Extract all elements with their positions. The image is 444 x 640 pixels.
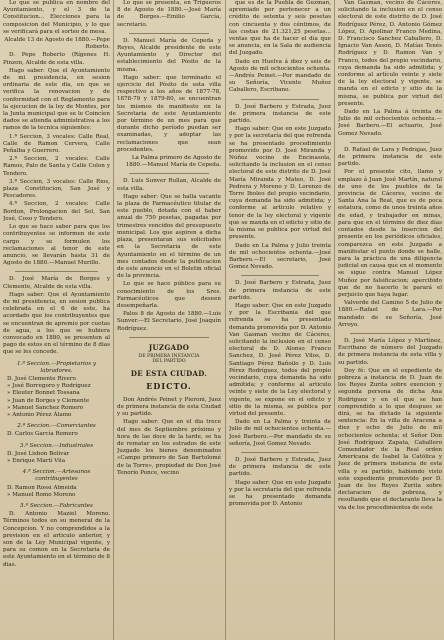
paragraph: 2.ª Seccion, 2 vocales: Calle Ramos, Palo de Santa y Calle Colon y Tendero.	[3, 156, 110, 177]
paragraph: Dado en La Palma á treinta de Julio de mil ochocientos ochenta.—José Barbero.—El actuario, José Gomez Nevado.	[338, 109, 442, 137]
paragraph: Hago saber: Que el Ayuntamiento de mi presidencia, en sesion ordinaria de este dia, en que se verifica la renovacion y de conformidad con el Reglamento para la ejecucion de la ley de Montes, por la Junta municipal que se le Coincíen dados se atienda administrativa a los ramos de la tecnica siguientes:	[3, 67, 110, 132]
column-4	[338, 0, 442, 640]
list-item: » Eleuter Bonnet Tossana	[7, 390, 80, 397]
divider	[350, 142, 430, 143]
divider	[241, 275, 319, 276]
signature: La Palma primero de Agosto de 1880.—Manuel María de Cepeda.	[125, 155, 221, 169]
edict-heading: D. José Barbero y Estrada, Juez de primera instancia de este partido.	[229, 280, 331, 301]
paragraph: 3.ª Seccion, 3 vocales: Calle Rios, plaza Constitucion, San José y Pescadores.	[3, 178, 110, 200]
list-item: » Antonio Pérez Álamo	[7, 411, 72, 418]
list-item: » Manuel Sanchez Romero	[7, 404, 84, 411]
divider	[241, 452, 319, 453]
paragraph: Hago saber: Que en este Juzgado y por la secretaría del que refrenda se ha presentado demanda promovida por D. Antonio	[229, 479, 331, 508]
edict-heading: D. Manuel María de Cepeda y Reyes, Alcalde presidente de este Ayuntamiento y Director del establecimiento del Pósito de la misma.	[117, 37, 221, 73]
divider	[15, 271, 98, 272]
list-item: D. Ramon Rossi Almeida	[7, 484, 77, 491]
paragraph: Lo que se publica en nombre del Ayuntamiento, y el 3 de la Constitucion... Elecciones para la composicion del Municipio, y lo que se verificará para el sorteo de mesa.	[3, 0, 110, 35]
paragraph: Hago saber: Que en este Juzgado y por la Escribania del que refrenda se ha presentado demanda promovida por D. Antonio Van Gasman vecino de Cáceres, solicitando la inclusion en el censo electoral de D. Alonso Franco Sanchez, D. José Pérez Vilos, D. Santiago Pérez Bañoilo y D. Luis Pérez Rodríguez, todos del propio vecindario, cuya demanda ha sido admitida; y conforme al articulo veinte y siete de la Ley electoral y vigente, se expone en el edicto y sitio de la misma, se publica por virtud del presente.	[229, 302, 331, 417]
divider	[129, 33, 209, 34]
section-subtitle: DE PRIMERA INSTANCIA	[138, 353, 200, 359]
list-item: D. Carlos García Romero	[7, 431, 78, 438]
section-title: JUZGADO	[148, 342, 190, 352]
divider	[241, 99, 319, 100]
column-rule	[225, 0, 226, 640]
paragraph: que es de la Puebla de Guzman, apremiado por pertenecer a un crédito de setenta y seis pesetas con cincuenta y dos céntimos, de las costas de 21.321,25 pesetas... ventas que ha de hacer el día que se anuncia, en la Sala de audiencia del Juzgado.	[229, 0, 331, 57]
edict-heading: D. José Barbero y Estrada, Juez de primera instancia de este partido.	[229, 103, 331, 125]
paragraph: Lo que se hace público para su conocimiento de los Sres. Farmacéuticos que deseen desempeñarla.	[117, 281, 221, 309]
divider	[350, 333, 430, 334]
paragraph: Hago saber: Que en este Juzgado y por la secretaría del que refrenda se ha presentado procedimiento promovido por D. José Miranda y Núñez vecino de Encinasola, solicitando la inclusion en el censo electoral de este distrito de D. José María Miranda y Mateo, D. José Pedrera y Moreno y D. Lorenzo de Torre Iboleo del propio vecindario, cuya demanda ha sido admitida; y conforme al articulo relativo y tenor de la ley electoral y vigente que se manda en el edicto y sitio de la misma se publica por virtud del presente.	[229, 126, 331, 241]
paragraph: Hago saber: que terminado el ejercicio del Pósito de esta villa respectivo a los años de 1877-78, 1878-79 y 1879-80, se encuentran los mismos de manifiesto en la Secretaria de este Ayuntamiento por término de un mes para que durante dicho período puedan ser examinadas, y adoptar las reclamaciones que sean procedentes.	[117, 74, 221, 153]
section-heading: 4.ª Seccion.—Artesanos contribuyentes	[22, 469, 91, 483]
paragraph: Palos 8 de Agosto de 1880.—Luis Sunver.—El Secretario, José Joaquín Rodríguez.	[117, 311, 221, 332]
paragraph: Hago saber: Que se halla vacante la plaza de Farmacéutico titular de este pueblo, dotada con el haber anual de 750 pesetas, pagadas por trimestres vencidos del presupuesto municipal. Los que aspiren a dicha plaza, presentaran sus solicitudes en la Secretaria de este Ayuntamiento en el término de un mes contados desde la publicacion de este anuncio en el Boletin oficial de la provincia.	[117, 193, 221, 280]
column-3	[229, 0, 331, 640]
paragraph: Hago saber: Que el Ayuntamiento de mi presidencia, en sesion publica celebrada en el 6 de este, ha acordado que los contribuyentes que se encuentran de apremio por cuotas de agua, a los que se hubiera convocado en 1880, se presenten al pago de estos en el término de 8 dias que se les concede.	[3, 291, 110, 356]
paragraph: D. Antonio Maziel Moreno. Términos todos en su meneral de la Concepcion. Y no comprendidos a la prevision en el articulo anterior, y son de la Ley Municipal vigente, y para su comon en la Secretaria de este Ayuntamiento en el término de 8 dias.	[3, 511, 110, 568]
paragraph: 4.ª Seccion, 2 vocales: Calle Bordon, Prolongacion del Sol, San José, Coso y Tendero.	[3, 201, 110, 222]
paragraph: Dado en Huelva á diez y seis de Agosto de mil ochocientos ochenta.—Andrés Peinet.—Por mandado de su Señoría, Vicente Muñoz Caballero, Escribano.	[229, 58, 331, 94]
section-heading: 1.ª Seccion.—Propietarios y labradores.	[16, 360, 97, 374]
signature: Alcalde 13 de Agosto de 1880.—Pepe Roberto.	[4, 37, 110, 51]
column-rule	[113, 0, 114, 640]
edict-heading: D. Rafael de Lara y Pedrajas, Juez de primera instancia de este partido.	[338, 146, 442, 168]
list-item: » Enrique Martí Vila	[7, 457, 66, 464]
paragraph: Dado en La Palma y Julio treinta de mil ochocientos ochenta.—José Barbero.—El secretario, José Gomez Nevado.	[229, 242, 331, 271]
paragraph: Por el presente cito, llamo y emplazo á Juan José Martín, natural de uno de los pueblos de la provincia de Cáceres, vecino de Santa Ana la Real, que es de poca estatura, como de unos treinta años de edad, y trabajador en minas, para que en el término de diez días contados desde la insercion del presente en los periódicos oficiales, comparezca en este Juzgado a manifestar el punto donde se halle, para la práctica de una diligencia judicial en causa que en el momento se sigue contra Manuel López Muñoz por falsificacion; apercibido que de no hacerlo le parará el perjuicio que haya lugar.	[338, 169, 442, 298]
column-2	[117, 0, 221, 640]
paragraph: Lo que se presenta, en Trigueros 8 de Agosto de 1880.—José María de Borges.—Emilio García, secretario.	[117, 0, 221, 28]
paragraph: 1.ª Seccion, 3 vocales: Calle Real, Calle de Ramon Cervera, Calle Peñalba y Guerrero.	[3, 133, 110, 155]
section-heading: 3.ª Seccion.—Industriales	[19, 442, 94, 449]
paragraph: Don Andrés Peinet y Pieroni, Juez de primera instancia de esta Ciudad y su partido.	[117, 396, 221, 418]
column-rule	[334, 0, 335, 640]
column-1	[3, 0, 110, 640]
list-item: » José Borregoro y Rodríguez	[7, 383, 91, 390]
section-subtitle: DEL PARTIDO	[152, 358, 186, 364]
edict-heading: D. Pepe Roberto (Rígenes H. Pinzon, Alcalde de esta villa.	[3, 52, 110, 66]
paragraph: Lo que se hace saber para que los contribuyentes se informen de este cargo y se formulen los reclamaciones al tenor de este anuncio, se llevarán hasta 31 de Agosto de 1880.—Manuel Murillo.	[3, 224, 110, 267]
list-item: » Juan de Borges y Clemente	[7, 397, 90, 404]
section-city: DE ESTA CIUDAD.	[130, 368, 208, 378]
section-heading: 5.ª Seccion.—Fabricantes	[20, 503, 93, 509]
edict-heading: D. José María López y Martínez, Escribano de número del Juzgado de primera instancia de esta villa y su partido.	[338, 337, 442, 366]
divider	[129, 173, 209, 174]
paragraph: Van Gasman, vecino de Cáceres, solicitando la inclusion en el censo electoral de este distrito de D. José Rodríguez Pérez, D. Antonio Gómez López, D. Apolinar Franco Medina, D. Francisco Sanchez Caballero, D. Ignacio Van Asson, D. Matías Tenés Rodríguez y D. Ramon Van y Franco, todos del propio vecindario, cuya demanda ha sido admitida; y conforme al artículo veinte y siete de la ley electoral y vigente, se manda en el edicto y sitio de la misma, se publica por virtud del presente.	[338, 0, 442, 107]
paragraph: Hago saber: Que en el dia trece del mes de Septiembre próximo y hora de las doce de la tarde, se ha de rematar en los estrados de este Juzgado los bienes denominados «Campo primero de San Bartolomé de la Torre», propiedad de Don José Tenorio Ponce, vecino	[117, 419, 221, 476]
paragraph: Doy fé: Que en el expediente de pobreza a instancia de D. Juan de los Reyes Zurita sobre exencion y segunda persona de dicha Ana Rodriguez y en el que se han comprendido a lo que despues se dirá, se ha dictado la siguiente sentencia: En la villa de Aracena a diez y ocho de Julio de mil ochocientos ochenta; el Señor Don José Rodríguez Zapata, Caballero Comendador de la Real orden Americana de Isabel la Católica y Juez de primera instancia de esta villa y su partido, habiendo visto este expediente promovido por D. Juan de los Reyes Zurita sobre declaracion de pobreza, y resultando que el declarante lleva la via de los procedimientos de este	[338, 367, 442, 511]
list-item: » Manuel Romo Moreno	[7, 491, 76, 498]
edict-heading: D. Luis Sunver Rullan, Alcalde de esta villa.	[117, 178, 221, 192]
section-heading: 2.ª Seccion.—Comerciantes	[17, 423, 96, 430]
divider	[129, 337, 209, 338]
edicto-heading: EDICTO.	[146, 380, 192, 391]
list-item: D. José Lisbon Bolivar	[7, 450, 70, 457]
edict-heading: D. José María de Borges y Clemente, Alcalde de esta villa.	[3, 276, 110, 290]
paragraph: Valverde del Camino 5 de Julio de 1880.—Rafael de Lara.—Por mandado de su Señoría, José Arroyo.	[338, 300, 442, 328]
edict-heading: D. José Barbero y Estrada, Juez de primera instancia de este partido.	[229, 456, 331, 478]
paragraph: Dado en La Palma y treinta de Julio de mil ochocientos ochenta.—José Barbero.—Por mandado de su señoría, José Gomez Nevado.	[229, 419, 331, 447]
list-item: D. José Clemente Rivero	[7, 375, 76, 382]
